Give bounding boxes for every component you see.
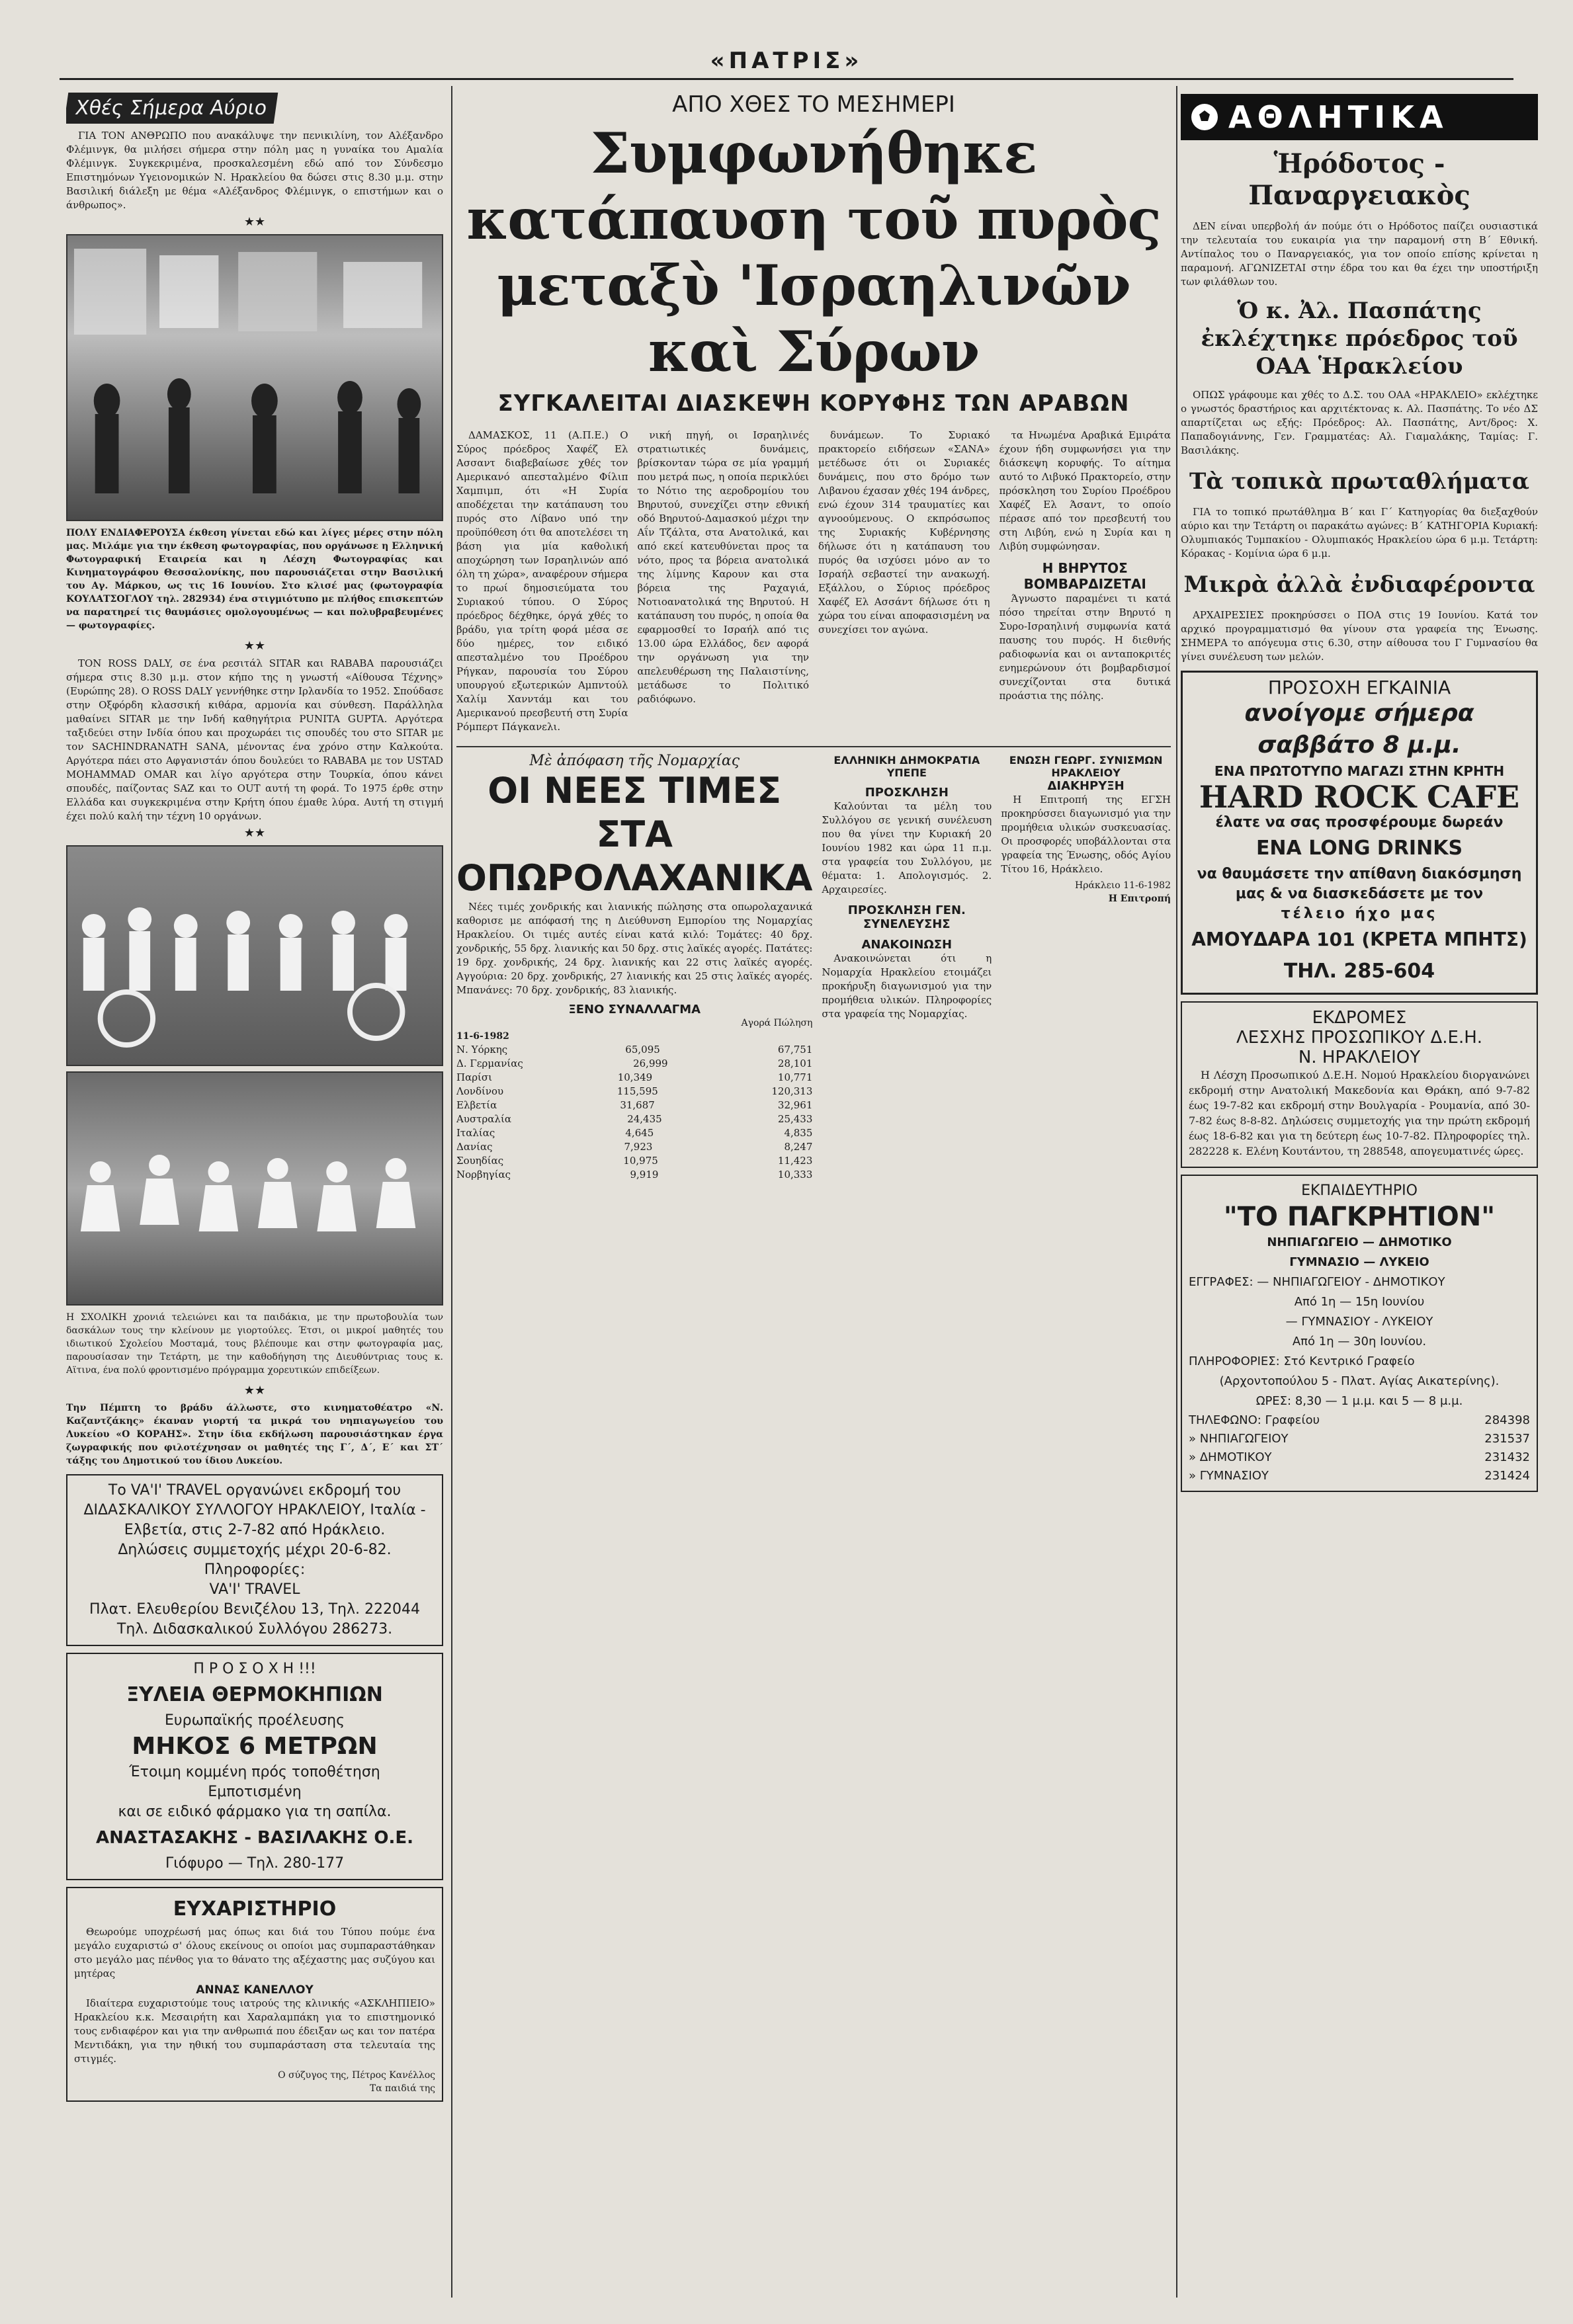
exchange-cell: Αυστραλία	[456, 1113, 511, 1125]
ad-line: ΠΛΗΡΟΦΟΡΙΕΣ: Στό Κεντρικό Γραφείο	[1189, 1354, 1415, 1368]
exchange-row	[456, 1085, 812, 1099]
exchange-cell: Ελβετία	[456, 1099, 497, 1111]
thermo-line: Π Ρ Ο Σ Ο Χ Η !!!	[193, 1661, 316, 1677]
school-photo-2-art	[67, 1073, 442, 1304]
exchange-cell: 67,751	[777, 1044, 813, 1056]
notice-head: ΠΡΟΣΚΛΗΣΗ	[865, 786, 949, 800]
exchange-cell: 24,435	[627, 1113, 662, 1125]
thanks-text: Θεωρούμε υποχρέωσή μας όπως και διά του Τύπου πούμε ένα μεγάλο ευχαριστώ σ' όλους εκείνους οι οποίοι μας συμπαραστάθηκαν στο μεγάλο μας πένθος για το θάνατο της αξέχαστης μας συζύγου και μητέρας	[74, 1926, 435, 1979]
separator: ★★	[243, 215, 266, 229]
phone-number: 231432	[1484, 1450, 1530, 1464]
ad-line: ΛΕΣΧΗΣ ΠΡΟΣΩΠΙΚΟΥ Δ.Ε.Η.	[1236, 1028, 1483, 1048]
exchange-cell: 9,919	[630, 1169, 659, 1181]
ad-line: ΓΥΜΝΑΣΙΟ — ΛΥΚΕΙΟ	[1289, 1255, 1429, 1269]
sports-headline: Ὁ κ. Ἀλ. Πασπάτης ἐκλέχτηκε πρόεδρος τοῦ ΟΑΑ Ἡρακλείου	[1201, 298, 1518, 380]
travel-line: Τηλ. Διδασκαλικού Συλλόγου 286273.	[116, 1621, 393, 1638]
thanks-signature: Τα παιδιά της	[369, 2083, 435, 2094]
article-fleming: ΓΙΑ ΤΟΝ ΑΝΘΡΩΠΟ που ανακάλυψε την πενικιλίνη, τον Αλέξανδρο Φλέμινγκ, θα μιλήσει σήμερα στην πόλη μας η γυναίκα του Αμαλία Φλέμινγκ. Συγκεκριμένα, προσκαλεσμένη εδώ από τον Σύνδεσμο Επιστημόνων Υγειονομικών Ν. Ηρακλείου θα δώσει στις 8.30 μ.μ. στην Βασιλική διάλεξη με θέμα «Αλέξανδρος Φλέμινγκ, ο επιστήμων και ο άνθρωπος».	[66, 130, 443, 211]
travel-ad	[66, 1474, 443, 1646]
exchange-cell: 7,923	[624, 1141, 653, 1153]
exchange-cell: 10,975	[623, 1155, 658, 1167]
exchange-cell: 26,999	[633, 1058, 668, 1069]
exchange-cell: 28,101	[777, 1058, 813, 1069]
phone-number: 284398	[1484, 1413, 1530, 1427]
exchange-cell: Δανίας	[456, 1141, 493, 1153]
main-story	[456, 429, 1171, 737]
market-kicker: Μὲ ἀπόφαση τῆς Νομαρχίας	[529, 753, 740, 769]
exchange-cell: 4,645	[625, 1127, 654, 1139]
exchange-row	[456, 1154, 812, 1168]
school-photo-1	[66, 845, 443, 1066]
ad-line: να θαυμάσετε την απίθανη διακόσμηση μας & να διασκεδάσετε με τον	[1197, 866, 1522, 902]
ad-line: έλατε να σας προσφέρουμε δωρεάν	[1215, 814, 1504, 831]
ad-line: ENA LONG DRINKS	[1255, 837, 1463, 860]
exchange-cell: 10,349	[617, 1071, 653, 1083]
exchange-cell: 10,333	[777, 1169, 813, 1181]
exchange-cell: Ν. Υόρκης	[456, 1044, 508, 1056]
sports-text: ΟΠΩΣ γράφουμε και χθές το Δ.Σ. του ΟΑΑ «ΗΡΑΚΛΕΙΟ» εκλέχτηκε ο γνωστός δραστήριος και αρχιτέκτονας κ. Αλ. Πασπάτης. Το νέο ΔΣ απαρτίζεται ως εξής: Πρόεδρος: Αλ. Πασπάτης, Αντ/δρος: Χ. Παπαδογιάννης, Γεν. Γραμματέας: Αλ. Γιαμαλάκης, Ταμίας: Γ. Βασιλάκης.	[1181, 389, 1538, 456]
exchange-cell: Παρίσι	[456, 1071, 493, 1083]
story-text: νική πηγή, οι Ισραηλινές στρατιωτικές δυνάμεις, βρίσκονταν τώρα σε μία γραμμή που μετρά πως, η οποία περικλύει το Νότιο της αεροδρομίου του Βηρυτού, συνεχίζει στην εθνική οδό Βηρυτού-Δαμασκού μέχρι την Αΐν Τζάλτα, στα Ανατολικά, και από εκεί κατευθύνεται προς τα νότο, προς τα βόρεια ανατολικά της λίμνης Καρουν και στα βόρεια της Ραχαγιά, Νοτιοανατολικά της Βηρυτού. Η κατάπαυση του πυρός, η οποία θα εφαρμοσθεί το Ισραήλ από τις 13.00 ώρα Ελλάδος, δεν αφορά την οργάνωση για την απελευθέρωση της Παλαιστίνης, μετάδωσε το Πολιτικό ραδιόφωνο.	[637, 429, 809, 705]
thermo-line: και σε ειδικό φάρμακο για τη σαπίλα.	[118, 1804, 392, 1820]
exchange-cell: Νορβηγίας	[456, 1169, 511, 1181]
phone-number: 231537	[1484, 1432, 1530, 1446]
ad-line: ΤΗΛ. 285-604	[1283, 960, 1435, 983]
ad-line: (Αρχοντοπούλου 5 - Πλατ. Αγίας Αικατερίνης).	[1219, 1374, 1500, 1388]
exchange-cell: Δ. Γερμανίας	[456, 1058, 523, 1069]
union-text: Η Επιτροπή της ΕΓΣΗ προκηρύσσει διαγωνισμό για την προμήθεια υλικών συσκευασίας. Οι προσφορές υποβάλλονται στα γραφεία της Ένωσης, οδός Αγίου Τίτου 16, Ηράκλειο.	[1001, 794, 1171, 875]
market-headline: ΣΤΑ ΟΠΩΡΟΛΑΧΑΝΙΚΑ	[456, 813, 813, 899]
thanks-signature: Ο σύζυγος της, Πέτρος Κανέλλος	[278, 2070, 435, 2081]
thermo-line: Ευρωπαϊκής προέλευσης	[164, 1712, 345, 1729]
union-head: ΕΝΩΣΗ ΓΕΩΡΓ. ΣΥΝΙΣΜΩΝ ΗΡΑΚΛΕΙΟΥ	[1009, 754, 1163, 779]
separator: ★★	[243, 639, 266, 653]
union-date: Ηράκλειο 11-6-1982	[1075, 880, 1171, 891]
exchange-cell: 115,595	[616, 1085, 658, 1097]
travel-line: Δηλώσεις συμμετοχής μέχρι 20-6-82.	[118, 1542, 392, 1558]
ad-line: ΝΗΠΙΑΓΩΓΕΙΟ — ΔΗΜΟΤΙΚΟ	[1267, 1235, 1452, 1249]
main-headline: μεταξὺ 'Ισραηλινῶν καὶ Σύρων	[497, 253, 1130, 384]
center-column	[456, 86, 1171, 2298]
exchange-cell: 32,961	[777, 1099, 813, 1111]
story-text: τα Ηνωμένα Αραβικά Εμιράτα έχουν ήδη συμφωνήσει για την διάσκεψη κορυφής. Το αίτημα αυτό το Λιβυκό Πρακτορείο, στην πρόσκληση του Συρίου Προέδρου Χαφέζ Ελ Άσαντ, το οποίο πέρασε από τον πρεσβευτή του στη Λιβύη, ενώ η Συρία και η Λιβύη συμφώνησαν.	[999, 429, 1171, 552]
exchange-cell: 10,771	[777, 1071, 813, 1083]
school-photo-1-art	[67, 847, 442, 1065]
ad-text: Η Λέσχη Προσωπικού Δ.Ε.Η. Νομού Ηρακλείου διοργανώνει εκδρομή στην Ανατολική Μακεδονία και Θράκη, από 9-7-82 έως 19-7-82 και εκδρομή στην Βουλγαρία - Ρουμανία, από 30-7-82 έως 8-8-82. Δηλώσεις συμμετοχής για την πρώτη εκδρομή έως 18-6-82 και για τη δεύτερη έως 10-7-82. Πληροφορίες τηλ. 282228 κ. Ελένη Κουτάντου, τη 288548, απογευματινές ώρες.	[1189, 1069, 1530, 1157]
ad-line: Από 1η — 30η Ιουνίου.	[1292, 1335, 1427, 1349]
masthead: «ΠΑΤΡΙΣ»	[710, 48, 863, 74]
market-headline: ΟΙ ΝΕΕΣ ΤΙΜΕΣ	[488, 770, 782, 811]
thermo-line: Εμποτισμένη	[208, 1784, 302, 1800]
story-text: δυνάμεων. Το Συριακό πρακτορείο ειδήσεων «ΣΑΝΑ» μετέδωσε ότι οι Συριακές δυνάμεις, που στο δρόμο των Λιβανου έχασαν χθές 194 άνδρες, ενώ έχουν 314 τραυματίες και αγνοούμενους. Ο εκπρόσωπος της Συριακής Κυβέρνησης δήλωσε ότι η κατάπαυση του πυρός θα ισχύσει μόνο αν το Ισραήλ σεβαστεί την ανακωχή. Εξάλλου, ο Σύριος πρόεδρος Χαφέζ Ελ Ασσάντ δήλωσε ότι η χώρα του είναι αποφασισμένη να συνεχίσει τον αγώνα.	[818, 429, 990, 636]
school-caption: Η ΣΧΟΛΙΚΗ χρονιά τελειώνει και τα παιδάκια, με την πρωτοβουλία των δασκάλων τους την κλείνουν με γιορτούλες. Έτσι, οι μικροί μαθητές του ιδιωτικού Σχολείου Μοσταμά, τους βλέπουμε και στην φωτογραφία μας, παρουσίασαν την Τετάρτη, με την καθοδήγηση της Διευθύντριας τους κ. Αϊτινα, ένα πολύ φροντισμένο πρόγραμμα χορευτικών επιδείξεων.	[66, 1312, 443, 1376]
hard-rock-ad	[1181, 671, 1538, 995]
exchange-cell: 120,313	[771, 1085, 813, 1097]
exchange-cell: 65,095	[625, 1044, 660, 1056]
notice-head: ΕΛΛΗΝΙΚΗ ΔΗΜΟΚΡΑΤΙΑ ΥΠΕΠΕ	[833, 754, 980, 779]
beirut-text: Άγνωστο παραμένει τι κατά πόσο τηρείται στην Βηρυτό η Συρο-Ισραηλινή συμφωνία κατά παυσης του πυρός. Η διεθνής ραδιοφωνία και οι ανταποκριτές ενημερώνουν ότι βομβαρδισμοί συνεχίζονται στα δυτικά προάστια της πόλης.	[999, 593, 1171, 702]
exchange-row	[456, 1126, 812, 1140]
sports-banner	[1181, 94, 1538, 140]
exchange-cell: 31,687	[620, 1099, 655, 1111]
ad-line: — ΓΥΜΝΑΣΙΟΥ - ΛΥΚΕΙΟΥ	[1285, 1315, 1433, 1329]
phone-label: » ΓΥΜΝΑΣΙΟΥ	[1189, 1469, 1269, 1483]
travel-line: Πληροφορίες:	[204, 1561, 306, 1578]
phone-row	[1189, 1430, 1530, 1448]
ad-line: σαββάτο 8 μ.μ.	[1257, 731, 1461, 759]
ad-line: ΠΡΟΣΟΧΗ ΕΓΚΑΙΝΙΑ	[1267, 677, 1451, 698]
ad-line: ΕΝΑ ΠΡΩΤΟΤΥΠΟ ΜΑΓΑΖΙ ΣΤΗΝ ΚΡΗΤΗ	[1214, 763, 1505, 779]
ad-line: "ΤΟ ΠΑΓΚΡΗΤΙΟΝ"	[1223, 1202, 1496, 1232]
main-headline: Συμφωνήθηκε κατάπαυση τοῦ πυρὸς	[466, 120, 1161, 252]
exchange-table	[456, 1043, 812, 1182]
travel-line: Πλατ. Ελευθερίου Βενιζέλου 13, Τηλ. 222044	[89, 1601, 420, 1618]
thanks-name: ΑΝΝΑΣ ΚΑΝΕΛΛΟΥ	[196, 1983, 314, 1997]
travel-line: VA'I' TRAVEL	[209, 1581, 300, 1598]
exchange-row	[456, 1099, 812, 1112]
exchange-cell: 11,423	[777, 1155, 813, 1167]
exchange-sub: Αγορά Πώληση	[741, 1018, 813, 1028]
sports-headline: Τὰ τοπικὰ πρωταθλήματα	[1189, 468, 1529, 495]
exhibition-photo-art	[67, 235, 442, 520]
ad-line: ΕΚΔΡΟΜΕΣ	[1312, 1008, 1407, 1028]
travel-line: Το VA'I' TRAVEL οργανώνει εκδρομή του ΔΙΔΑΣΚΑΛΙΚΟΥ ΣΥΛΛΟΓΟΥ ΗΡΑΚΛΕΙΟΥ, Ιταλία - Ελβετία, στις 2-7-82 από Ηράκλειο.	[83, 1482, 426, 1538]
section-title: Χθές Σήμερα Αύριο	[66, 93, 278, 124]
left-column	[66, 86, 443, 2298]
thanks-title: ΕΥΧΑΡΙΣΤΗΡΙΟ	[173, 1897, 337, 1921]
top-rule	[60, 78, 1513, 80]
thermo-line: Γιόφυρο — Τηλ. 280-177	[165, 1855, 345, 1872]
thanks-text: Ιδιαίτερα ευχαριστούμε τους ιατρούς της κλινικής «ΑΣΚΛΗΠΙΕΙΟ» Ηρακλείου κ.κ. Μεσαιρήτη και Χαραλαμπάκη για το επιστημονικό τους ενδιαφέρον και για την ανθρωπιά που έδειξαν ως και τον πατέρα Μεντιδάκη, για την ηθική του συμπαράσταση στα τελευταία της στιγμές.	[74, 1997, 435, 2065]
sports-text: ΓΙΑ το τοπικό πρωτάθλημα Β΄ και Γ΄ Κατηγορίας θα διεξαχθούν αύριο και την Τετάρτη οι παρακάτω αγώνες: Β΄ ΚΑΤΗΓΟΡΙΑ Κυριακή: Ολυμπιακός Τυμπακίου - Ολυμπιακός Ηρακλείου ώρα 6 μ.μ. Τετάρτη: Κόρακας - Κομίνια ώρα 6 μ.μ.	[1181, 506, 1538, 560]
ad-line: τέλειο ήχο μας	[1281, 905, 1438, 922]
ad-line: ΕΓΓΡΑΦΕΣ: — ΝΗΠΙΑΓΩΓΕΙΟΥ - ΔΗΜΟΤΙΚΟΥ	[1189, 1275, 1445, 1289]
lower-center	[456, 746, 1171, 1182]
exchange-cell: 8,247	[784, 1141, 813, 1153]
exchange-cell: 4,835	[784, 1127, 813, 1139]
phone-row	[1189, 1467, 1530, 1485]
school-photo-2	[66, 1071, 443, 1306]
exchange-row	[456, 1043, 812, 1057]
exchange-cell: 25,433	[777, 1113, 813, 1125]
exchange-row	[456, 1071, 812, 1085]
sports-banner-label: ΑΘΛΗΤΙΚΑ	[1228, 99, 1449, 135]
column-rule	[1176, 86, 1177, 2298]
market-text: Νέες τιμές χονδρικής και λιανικής πώλησης στα οπωρολαχανικά καθορισε με απόφασή της η Διεύθυνση Εμπορίου της Νομαρχίας Ηρακλείου. Οι τιμές αυτές είναι κατά κιλό: Τομάτες: 40 δρχ. χονδρικής, 55 δρχ. λιανικής και 50 δρχ. στις λαϊκές αγορές. Πατάτες: 19 δρχ. χονδρικής, 24 δρχ. λιανικής και 22 στις λαϊκές αγορές. Αγγούρια: 20 δρχ. χονδρικής, 27 λιανικής και 25 στις λαϊκές αγορές. Μπανάνες: 70 δρχ. χονδρικής, 83 λιανικής.	[456, 901, 813, 996]
dei-club-ad	[1181, 1001, 1538, 1168]
subheadline: ΣΥΓΚΑΛΕΙΤΑΙ ΔΙΑΣΚΕΨΗ ΚΟΡΥΦΗΣ ΤΩΝ ΑΡΑΒΩΝ	[497, 390, 1130, 417]
right-column	[1181, 86, 1538, 2298]
exhibition-caption: ΠΟΛΥ ΕΝΔΙΑΦΕΡΟΥΣΑ έκθεση γίνεται εδώ και λίγες μέρες στην πόλη μας. Μιλάμε για την έκθεση φωτογραφίας, που οργάνωσε η Ελληνική Φωτογραφική Εταιρεία και η Λέσχη Φωτογραφίας και Κινηματογράφου Θεσσαλονίκης, που παρουσιάζεται στην Βασιλική του Αγ. Μάρκου, ως τις 16 Ιουνίου. Στο κλισέ μας (φωτογραφία ΚΟΥΛΑΤΣΟΓΛΟΥ τηλ. 282934) ένα στιγμιότυπο με πλήθος επισκεπτών να παρατηρεί τις θαυμάσιες ομολογουμένως — και πολυβραβευμένες — φωτογραφίες.	[66, 528, 443, 631]
phone-list	[1189, 1411, 1530, 1485]
article-kazantzakis: Την Πέμπτη το βράδυ άλλωστε, στο κινηματοθέατρο «Ν. Καζαντζάκης» έκαναν γιορτή τα μικρά του νηπιαγωγείου του Λυκείου «Ο ΚΟΡΑΗΣ». Στην ίδια εκδήλωση παρουσιάστηκαν έργα ζωγραφικής που φιλοτέχνησαν οι μαθητές της Γ΄, Δ΄, Ε΄ και ΣΤ΄ τάξης του Δημοτικού του ίδιου Λυκείου.	[66, 1403, 443, 1466]
story-text: ΔΑΜΑΣΚΟΣ, 11 (Α.Π.Ε.) Ο Σύρος πρόεδρος Χαφέζ Ελ Ασσαντ διαβεβαίωσε χθές τον Αμερικανό απεσταλμένο Φίλιπ Χαμπιμπ, ότι «Η Συρία αποδέχεται την κατάπαυση του πυρός στο Λίβανο υπό την προϋπόθεση ότι θα αποτελέσει τη βάση για μία καθολική αποχώρηση των Ισραηλινών από όλη τη χώρα», αναφέρουν σήμερα το πρωί δημοσιεύματα του Συριακού τύπου. Ο Σύρος πρόεδρος δέχθηκε, όργά χθές το βράδυ, για τρίτη φορά μέσα σε δύο ημέρες, τον ειδικό απεσταλμένο του Προέδρου Ρήγκαν, παρουσία του Σύρου υπουργού εξωτερικών Αμπντούλ Χαλίμ Χανντάμ και του Αμερικανού πρεσβευτή στη Συρία Ρόμπερτ Πάγκανελι.	[456, 429, 628, 733]
exchange-row	[456, 1168, 812, 1182]
thanks-ad	[66, 1887, 443, 2102]
exchange-row	[456, 1057, 812, 1071]
ad-line: ανοίγομε σήμερα	[1244, 700, 1474, 727]
exchange-cell: Λονδίνου	[456, 1085, 504, 1097]
kicker: ΑΠΟ ΧΘΕΣ ΤΟ ΜΕΣΗΜΕΡΙ	[672, 91, 955, 118]
beirut-head: Η ΒΗΡΥΤΟΣ	[1042, 560, 1128, 576]
phone-label: ΤΗΛΕΦΩΝΟ: Γραφείου	[1189, 1413, 1320, 1427]
notice-head: ΠΡΟΣΚΛΗΣΗ ΓΕΝ. ΣΥΝΕΛΕΥΣΗΣ	[847, 903, 966, 931]
ad-line: HARD ROCK CAFE	[1199, 779, 1520, 815]
sports-text: ΔΕΝ είναι υπερβολή άν πούμε ότι ο Ηρόδοτος παίζει ουσιαστικά την τελευταία του ευκαιρία για την παραμονή στη Β΄ Εθνική. Αντίπαλος του ο Παναργειακός, για τον οποίο επίσης κρίνεται η παραμονή. ΑΓΩΝΙΖΕΤΑΙ στην έδρα του και θα έχει την υποστήριξη των φιλάθλων του.	[1181, 220, 1538, 288]
thermo-line: Έτοιμη κομμένη πρός τοποθέτηση	[129, 1764, 380, 1780]
phone-row	[1189, 1411, 1530, 1430]
union-head: ΔΙΑΚΗΡΥΞΗ	[1047, 779, 1125, 793]
separator: ★★	[243, 826, 266, 840]
ad-line: ΑΜΟΥΔΑΡΑ 101 (ΚΡΕΤΑ ΜΠΗΤΣ)	[1191, 929, 1527, 950]
thermo-line: ΑΝΑΣΤΑΣΑΚΗΣ - ΒΑΣΙΛΑΚΗΣ Ο.Ε.	[95, 1828, 414, 1848]
exhibition-photo	[66, 234, 443, 521]
beirut-head: ΒΟΜΒΑΡΔΙΖΕΤΑΙ	[1023, 576, 1146, 592]
notice-text: Καλούνται τα μέλη του Συλλόγου σε γενική συνέλευση που θα γίνει την Κυριακή 20 Ιουνίου 1982 και ώρα 11 π.μ. στα γραφεία του Συλλόγου, με θέματα: 1. Απολογισμός. 2. Αρχαιρεσίες.	[822, 800, 992, 895]
sports-headline: Μικρὰ ἀλλὰ ἐνδιαφέροντα	[1183, 571, 1535, 598]
notice-text: Ανακοινώνεται ότι η Νομαρχία Ηρακλείου ετοιμάζει προκήρυξη διαγωνισμού για την προμήθεια υλικών. Πληροφορίες στα γραφεία της Νομαρχίας.	[822, 952, 992, 1020]
exchange-cell: Σουηδίας	[456, 1155, 504, 1167]
exchange-cell: Ιταλίας	[456, 1127, 495, 1139]
separator: ★★	[243, 1384, 266, 1397]
thermo-line: ΜΗΚΟΣ 6 ΜΕΤΡΩΝ	[132, 1733, 378, 1760]
pagkrition-ad	[1181, 1175, 1538, 1492]
sports-text: ΑΡΧΑΙΡΕΣΙΕΣ προκηρύσσει ο ΠΟΑ στις 19 Ιουνίου. Κατά τον αρχικό προγραμματισμό θα γίνουν στα γραφεία της Ένωσης. ΣΗΜΕΡΑ το απόγευμα στις 6.30, στην αίθουσα του Γ Γυμνασίου θα γίνει συνέλευση των μελών.	[1181, 609, 1538, 663]
phone-row	[1189, 1448, 1530, 1467]
union-signature: Η Επιτροπή	[1108, 893, 1171, 904]
ad-line: Ν. ΗΡΑΚΛΕΙΟΥ	[1298, 1048, 1421, 1067]
ad-line: ΕΚΠΑΙΔΕΥΤΗΡΙΟ	[1301, 1183, 1418, 1199]
ad-line: ΩΡΕΣ: 8,30 — 1 μ.μ. και 5 — 8 μ.μ.	[1255, 1394, 1463, 1408]
exchange-row	[456, 1140, 812, 1154]
thermo-ad	[66, 1653, 443, 1880]
phone-label: » ΔΗΜΟΤΙΚΟΥ	[1189, 1450, 1272, 1464]
notice-head: ΑΝΑΚΟΙΝΩΣΗ	[861, 938, 953, 952]
sports-headline: Ἡρόδοτος - Παναργειακὸς	[1248, 148, 1470, 211]
exchange-date: 11-6-1982	[456, 1031, 509, 1042]
ad-line: Από 1η — 15η Ιουνίου	[1294, 1295, 1425, 1309]
exchange-row	[456, 1112, 812, 1126]
football-icon	[1189, 101, 1220, 133]
thermo-line: ΞΥΛΕΙΑ ΘΕΡΜΟΚΗΠΙΩΝ	[126, 1683, 383, 1706]
phone-label: » ΝΗΠΙΑΓΩΓΕΙΟΥ	[1189, 1432, 1289, 1446]
phone-number: 231424	[1484, 1469, 1530, 1483]
article-ross-daly: ΤΟΝ ROSS DALY, σε ένα ρεσιτάλ SITAR και RABABA παρουσιάζει σήμερα στις 8.30 μ.μ. στον κήπο της η γνωστή «Αίθουσα Τέχνης» (Ευρώπης 28). Ο ROSS DALY γεννήθηκε στην Ιρλανδία το 1952. Σπούδασε στην Οξφόρδη κλασσική κιθάρα, αρμονία και σύνθεση. Παράλληλα μαθαίνει SITAR με την Ινδή καθηγήτρια PUNITA GUPTA. Αργότερα ταξιδεύει στην Ινδία όπου και προχωράει τις σπουδές του στο SITAR με τον SACHINDRANATH SANA, μένοντας ένα χρόνο στην Καλκούτα. Αργότερα πάει στο Αφγανιστάν όπου δουλεύει το RABABA με τον USTAD MOHAMMAD OMAR και λίγο αργότερα στην Τουρκία, όπου κάνει σπουδές, παίζοντας SAZ και το OUT αυτή τη φορά. Το 1975 έρθε στην Ελλάδα και συγκεκριμένα στην Κρήτη όπου έμαθε λύρα. Αυτή τη στιγμή έχει πολύ καλή την τέχνη 10 οργάνων.	[66, 657, 443, 822]
column-rule	[451, 86, 452, 2298]
exchange-title: ΞΕΝΟ ΣΥΝΑΛΛΑΓΜΑ	[568, 1003, 701, 1017]
